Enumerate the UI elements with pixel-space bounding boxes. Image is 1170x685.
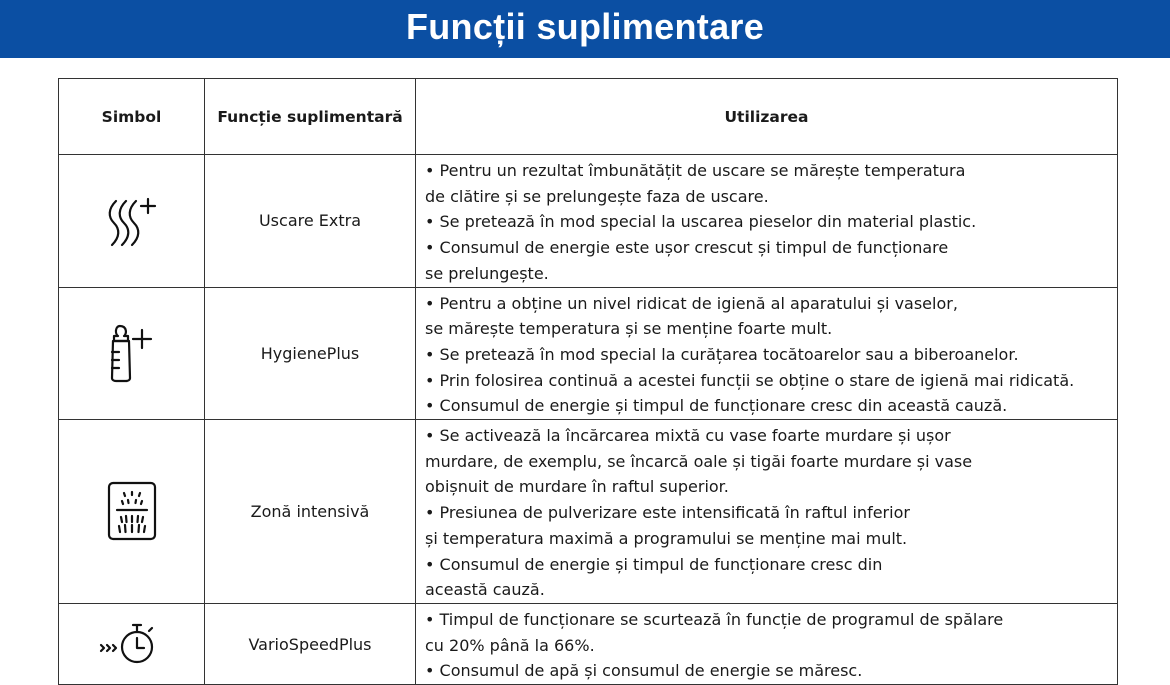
usage-line: obișnuit de murdare în raftul superior. <box>425 477 729 497</box>
usage-line: și temperatura maximă a programului se menține mai mult. <box>425 528 908 548</box>
usage-line: cu 20% până la 66%. <box>425 635 595 655</box>
stopwatch-speed-icon <box>97 619 167 669</box>
function-name: HygienePlus <box>205 287 416 420</box>
intensive-zone-icon <box>104 480 160 542</box>
usage-line: • Se activează la încărcarea mixtă cu vase foarte murdare și ușor <box>425 426 951 446</box>
functions-table <box>58 78 1118 685</box>
header-function: Funcție suplimentară <box>205 79 416 155</box>
symbol-cell <box>59 287 205 420</box>
usage-line: • Consumul de energie și timpul de funcționare cresc din <box>425 554 883 574</box>
usage-line: • Timpul de funcționare se scurtează în funcție de programul de spălare <box>425 609 1004 629</box>
usage-line: • Presiunea de pulverizare este intensificată în raftul inferior <box>425 503 910 523</box>
usage-line: • Prin folosirea continuă a acestei funcții se obține o stare de igienă mai ridicată. <box>425 370 1075 390</box>
usage-line: • Se pretează în mod special la uscarea pieselor din material plastic. <box>425 212 977 232</box>
table-row <box>59 420 1118 604</box>
page-title: Funcții suplimentare <box>405 6 765 47</box>
symbol-cell <box>59 420 205 604</box>
usage-line: această cauză. <box>425 580 545 600</box>
usage-cell <box>416 287 1118 420</box>
usage-line: de clătire și se prelungește faza de uscare. <box>425 186 769 206</box>
usage-line: • Consumul de energie este ușor crescut și timpul de funcționare <box>425 238 949 258</box>
baby-bottle-plus-icon <box>100 322 164 384</box>
symbol-cell <box>59 155 205 288</box>
function-name: Uscare Extra <box>205 155 416 288</box>
usage-line: se prelungește. <box>425 263 549 283</box>
table-row <box>59 155 1118 288</box>
usage-line: se mărește temperatura și se menține foarte mult. <box>425 319 833 339</box>
usage-cell <box>416 420 1118 604</box>
symbol-cell <box>59 603 205 684</box>
usage-cell <box>416 155 1118 288</box>
table-row <box>59 287 1118 420</box>
function-name: Zonă intensivă <box>205 420 416 604</box>
header-usage: Utilizarea <box>416 79 1118 155</box>
table-row <box>59 603 1118 684</box>
title-banner <box>0 0 1170 58</box>
header-symbol: Simbol <box>59 79 205 155</box>
extra-dry-icon <box>100 193 164 249</box>
table-header-row <box>59 79 1118 155</box>
function-name: VarioSpeedPlus <box>205 603 416 684</box>
usage-line: • Pentru a obține un nivel ridicat de igienă al aparatului și vaselor, <box>425 293 958 313</box>
usage-line: • Se pretează în mod special la curățarea tocătoarelor sau a biberoanelor. <box>425 344 1019 364</box>
usage-line: • Consumul de apă și consumul de energie se măresc. <box>425 661 863 681</box>
usage-line: • Pentru un rezultat îmbunătățit de uscare se mărește temperatura <box>425 161 966 180</box>
usage-line: • Consumul de energie și timpul de funcționare cresc din această cauză. <box>425 396 1008 416</box>
usage-line: murdare, de exemplu, se încarcă oale și tigăi foarte murdare și vase <box>425 451 973 471</box>
usage-cell <box>416 603 1118 684</box>
